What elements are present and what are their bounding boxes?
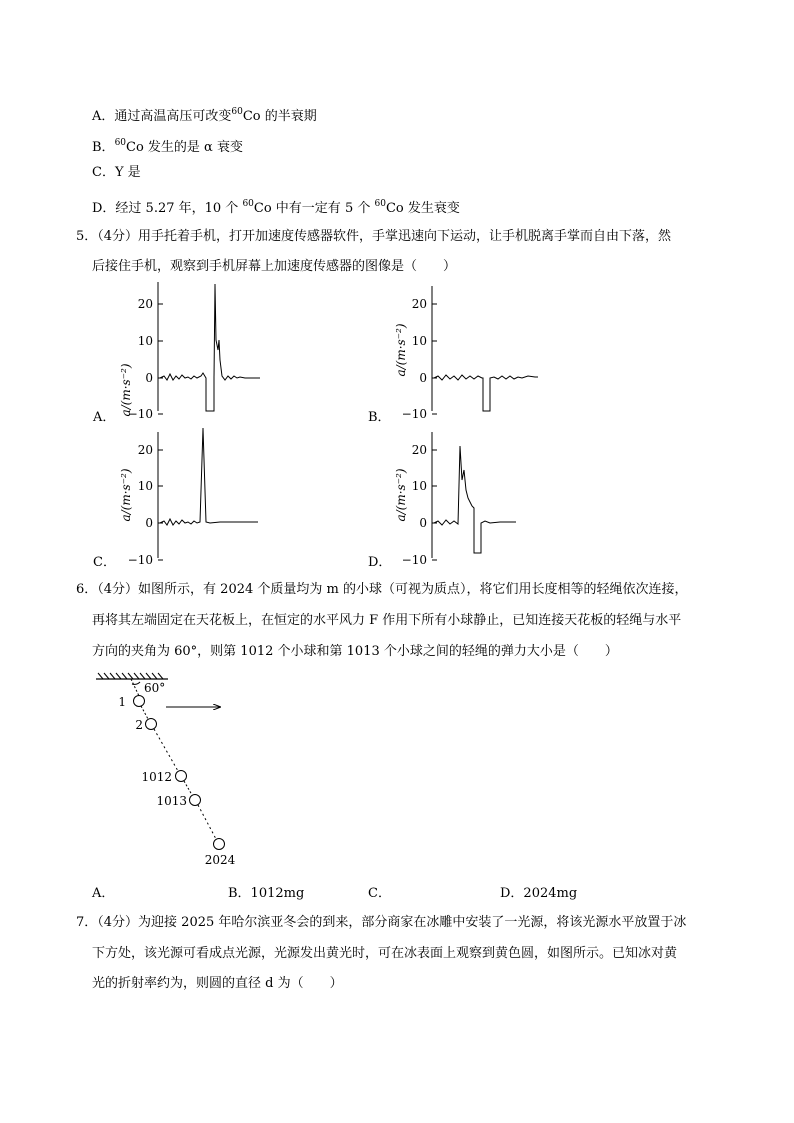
- graph-d: [368, 432, 516, 570]
- graph-d-label-20: 20: [411, 443, 427, 457]
- graph-b-label-20: 20: [411, 297, 427, 311]
- q4-option-a-sup: 60: [231, 107, 243, 117]
- graph-c-label-0: 0: [145, 516, 153, 530]
- graph-d-curve: [434, 446, 516, 553]
- graph-b: [368, 286, 538, 425]
- q6-option-a: A．: [92, 886, 115, 901]
- graph-d-label-10: 10: [411, 479, 427, 493]
- q4-option-d-sup1: 60: [242, 199, 254, 209]
- q7-line1: 7．（4分）为迎接 2025 年哈尔滨亚冬会的到来，部分商家在冰雕中安装了一光源，将该光源水平放置于冰: [76, 915, 687, 930]
- q4-option-b-sup: 60: [114, 138, 127, 148]
- q6-option-b: B．1012mg: [228, 886, 305, 901]
- graph-a-label-m10: −10: [127, 407, 153, 421]
- ball-1012-label: 1012: [141, 770, 172, 784]
- graph-c-label-m10: −10: [127, 553, 153, 567]
- graph-b-label-m10: −10: [401, 407, 427, 421]
- graph-d-label-0: 0: [419, 516, 427, 530]
- graph-b-label-10: 10: [411, 334, 427, 348]
- graph-a-ylabel: a/(m·s⁻²): [119, 363, 133, 417]
- q4-option-b: [92, 134, 243, 157]
- q4-option-a-pre: A．通过高温高压可改变: [92, 109, 232, 124]
- rope-1012-1013: [184, 781, 192, 795]
- ceiling-hatch: [98, 673, 163, 679]
- graph-d-ylabel: a/(m·s⁻²): [394, 468, 408, 522]
- q4-option-d-pre: D．经过 5.27 年，10 个: [92, 201, 243, 216]
- q5-graphs: [0, 280, 794, 580]
- q4-option-a: [92, 103, 317, 126]
- graph-c-option-label: C．: [93, 555, 116, 570]
- graph-c-label-20: 20: [137, 443, 153, 457]
- graph-c-label-10: 10: [137, 479, 153, 493]
- q6-option-d: D．2024mg: [500, 886, 578, 901]
- q4-option-a-post: Co 的半衰期: [242, 109, 317, 124]
- q5-line1: 5．（4分）用手托着手机，打开加速度传感器软件，手掌迅速向下运动，让手机脱离手掌而自由下落，然: [76, 229, 672, 244]
- q4-option-c-text: C．Y 是: [92, 165, 141, 180]
- graph-b-curve: [434, 375, 538, 411]
- graph-b-ylabel: a/(m·s⁻²): [394, 323, 408, 377]
- graph-a-curve: [160, 284, 260, 411]
- q6-line3: 方向的夹角为 60°，则第 1012 个小球和第 1013 个小球之间的轻绳的弹力大小是（ ）: [92, 644, 618, 659]
- ball-2024-label: 2024: [204, 853, 236, 867]
- ball-1013: [190, 795, 201, 806]
- ball-1013-label: 1013: [156, 794, 187, 808]
- rope-1013-2024: [198, 805, 216, 839]
- ball-2: [146, 719, 157, 730]
- ball-2-label: 2: [135, 718, 143, 732]
- q5-line2: 后接住手机，观察到手机屏幕上加速度传感器的图像是（ ）: [92, 259, 457, 274]
- rope-top: [131, 679, 139, 696]
- graph-a-label-0: 0: [145, 371, 153, 385]
- q4-option-d-sup2: 60: [374, 199, 386, 209]
- q4-option-c: [92, 164, 141, 182]
- q4-option-b-post: Co 发生的是 α 衰变: [126, 140, 243, 155]
- graph-b-option-label: B．: [368, 410, 391, 425]
- angle-label: 60°: [144, 681, 166, 695]
- ball-2024: [214, 839, 225, 850]
- q4-option-b-pre: B．: [92, 140, 115, 155]
- graph-c-curve: [160, 428, 258, 525]
- q4-option-d-post: Co 发生衰变: [385, 201, 460, 216]
- graph-b-label-0: 0: [419, 371, 427, 385]
- graph-a-option-label: A．: [93, 410, 116, 425]
- q4-option-d: [92, 195, 460, 218]
- ball-1-label: 1: [118, 695, 126, 709]
- graph-a: [92, 282, 260, 425]
- graph-a-label-10: 10: [137, 334, 153, 348]
- q6-diagram: [0, 670, 794, 870]
- q7-line2: 下方处，该光源可看成点光源，光源发出黄光时，可在冰表面上观察到黄色圆，如图所示。已知冰对黄: [92, 946, 678, 961]
- graph-c: [93, 428, 258, 570]
- q7-line3: 光的折射率约为，则圆的直径 d 为（ ）: [92, 976, 343, 991]
- graph-d-label-m10: −10: [401, 553, 427, 567]
- rope-2-1012: [154, 729, 178, 771]
- graph-d-option-label: D．: [368, 555, 392, 570]
- q6-line1: 6．（4分）如图所示，有 2024 个质量均为 m 的小球（可视为质点），将它们用长度相等的轻绳依次连接，: [76, 582, 688, 597]
- graph-a-label-20: 20: [137, 297, 153, 311]
- q6-option-c: C．: [368, 886, 391, 901]
- q6-line2: 再将其左端固定在天花板上，在恒定的水平风力 F 作用下所有小球静止，已知连接天花板的轻绳与水平: [92, 613, 682, 628]
- graph-c-ylabel: a/(m·s⁻²): [119, 468, 133, 522]
- ball-1012: [176, 771, 187, 782]
- ball-1: [134, 696, 145, 707]
- q4-option-d-mid: Co 中有一定有 5 个: [253, 201, 375, 216]
